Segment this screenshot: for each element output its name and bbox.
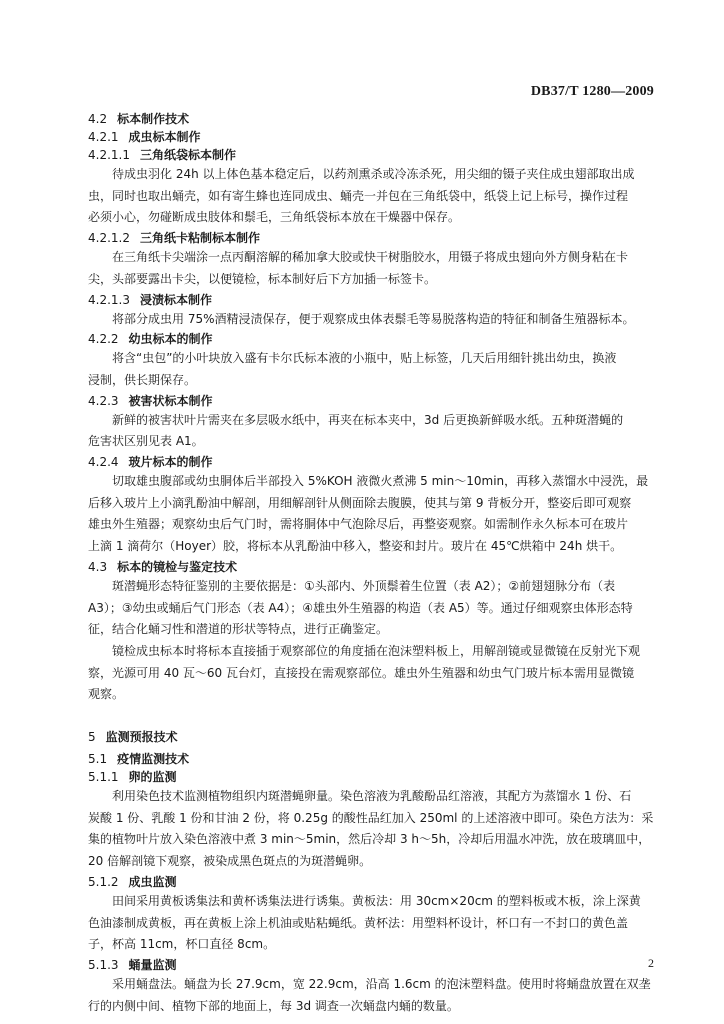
section-heading [88,146,658,164]
paragraph-line: 虫，同时也取出蛹壳，如有寄生蜂也连同成虫、蛹壳一并包在三角纸袋中，纸袋上记上标号，操作过程 [88,188,629,203]
section-number: 4.2.3 [88,393,119,408]
paragraph-line: 采用蛹盘法。蛹盘为长 27.9cm，宽 22.9cm，沿高 1.6cm 的泡沫塑料盘。使用时将蛹盘放置在双垄 [112,976,651,991]
section-number: 5.1.1 [88,770,119,785]
document-body [88,110,658,1017]
section-title: 幼虫标本的制作 [128,332,213,347]
section-title: 成虫监测 [128,874,177,889]
paragraph [88,309,658,331]
section-title: 三角纸卡粘制标本制作 [139,231,260,246]
section-title: 标本的镜检与鉴定技术 [117,559,238,574]
paragraph-line: 必须小心，勿碰断成虫肢体和鬃毛，三角纸袋标本放在干燥器中保存。 [88,210,461,225]
section-number: 5.1.3 [88,957,119,972]
section-title: 浸渍标本制作 [139,292,212,307]
section-title: 蛹量监测 [128,957,177,972]
paragraph-line: 雄虫外生殖器；观察幼虫后气门时，需将胴体中气泡除尽后，再整姿观察。如需制作永久标本可在玻片 [88,517,629,532]
paragraph-line: 后移入玻片上小滴乳酚油中解剖，用细解剖针从侧面除去腹膜，使其与第 9 背板分开，整姿后即可观察 [88,495,632,510]
paragraph-line: 行的内侧中间、植物下部的地面上，每 3d 调查一次蛹盘内蛹的数量。 [88,998,459,1013]
paragraph [88,471,658,558]
paragraph [88,348,658,391]
section-number: 4.2.4 [88,455,119,470]
section-heading [88,291,658,309]
section-number: 4.2.1.3 [88,292,130,307]
section-heading [88,768,658,786]
section-title: 三角纸袋标本制作 [139,148,236,162]
paragraph-line: 20 倍解剖镜下观察，被染成黑色斑点的为斑潜蝇卵。 [88,854,372,869]
paragraph-line: 浸制，供长期保存。 [88,372,197,387]
paragraph-line: 待成虫羽化 24h 以上体色基本稳定后，以药剂熏杀或冷冻杀死，用尖细的镊子夹住成虫翅部取出成 [112,167,635,181]
paragraph [88,164,658,229]
paragraph-line: 子，杯高 11cm，杯口直径 8cm。 [88,937,276,952]
paragraph-line: 将部分成虫用 75%酒精浸渍保存，便于观察成虫体表鬃毛等易脱落构造的特征和制备生殖器标本。 [112,311,635,326]
section-heading [88,750,658,768]
paragraph-line: 将含“虫包”的小叶块放入盛有卡尔氏标本液的小瓶中，贴上标签，几天后用细针挑出幼虫，换液 [112,351,617,366]
paragraph [88,974,658,1017]
section-number: 4.2.1.1 [88,148,130,162]
section-title: 疫情监测技术 [117,752,190,767]
section-number: 5 [88,730,96,745]
paragraph [88,641,658,706]
paragraph-line: 利用染色技术监测植物组织内斑潜蝇卵量。染色溶液为乳酸酚品红溶液，其配方为蒸馏水 1 份、石 [112,789,632,804]
paragraph-line: 观察。 [88,687,125,702]
paragraph-line: 在三角纸卡尖端涂一点丙酮溶解的稀加拿大胶或快干树脂胶水，用镊子将成虫翅向外方侧身粘在卡 [112,250,629,265]
paragraph [88,247,658,290]
section-heading [88,956,658,974]
paragraph-line: 新鲜的被害状叶片需夹在多层吸水纸中，再夹在标本夹中，3d 后更换新鲜吸水纸。五种斑潜蝇的 [112,412,624,427]
page-number: 2 [648,956,654,970]
paragraph-line: A3）；③幼虫或蛹后气门形态（表 A4）；④雄虫外生殖器的构造（表 A5）等。通过仔细观察虫体形态特 [88,600,633,615]
paragraph-line: 集的植物叶片放入染色溶液中煮 3 min～5min，然后冷却 3 h～5h，冷却后用温水冲洗，放在玻璃皿中， [88,832,651,847]
section-heading [88,110,658,128]
paragraph-line: 田间采用黄板诱集法和黄杯诱集法进行诱集。黄板法：用 30cm×20cm 的塑料板或木板，涂上深黄 [112,893,641,908]
paragraph-line: 察，光源可用 40 瓦～60 瓦台灯，直接投在需观察部位。雄虫外生殖器和幼虫气门玻片标本需用显微镜 [88,665,634,680]
paragraph [88,410,658,453]
section-number: 5.1 [88,752,108,767]
section-title: 成虫标本制作 [128,130,201,144]
section-heading [88,392,658,410]
paragraph-line: 斑潜蝇形态特征鉴别的主要依据是：①头部内、外顶鬃着生位置（表 A2）；②前翅翅脉分布（表 [112,578,616,593]
section-title: 卵的监测 [128,770,177,785]
section-number: 4.2.2 [88,332,119,347]
paragraph [88,786,658,873]
section-heading [88,453,658,471]
section-heading [88,873,658,891]
section-heading [88,558,658,576]
section-heading [88,330,658,348]
paragraph [88,576,658,641]
paragraph-line: 尖，头部要露出卡尖，以便镜检，标本制好后下方加插一标签卡。 [88,271,437,286]
paragraph-line: 色油漆制成黄板，再在黄板上涂上机油或贴粘蝇纸。黄杯法：用塑料杯设计，杯口有一不封口的黄色盖 [88,915,629,930]
paragraph-line: 上滴 1 滴荷尔（Hoyer）胶，将标本从乳酚油中移入，整姿和封片。玻片在 45℃烘箱中 24h 烘干。 [88,539,623,554]
section-number: 5.1.2 [88,874,119,889]
paragraph-line: 镜检成虫标本时将标本直接插于观察部位的角度插在泡沫塑料板上，用解剖镜或显微镜在反射光下观 [112,643,641,658]
section-heading [88,229,658,247]
section-number: 4.3 [88,559,108,574]
paragraph-line: 危害状区别见表 A1。 [88,434,204,449]
paragraph-line: 征，结合化蛹习性和潜道的形状等特点，进行正确鉴定。 [88,622,389,637]
section-heading [88,728,658,746]
section-title: 被害状标本制作 [128,393,213,408]
section-number: 4.2.1.2 [88,231,130,246]
section-number: 4.2 [88,112,108,126]
paragraph [88,891,658,956]
section-title: 标本制作技术 [117,112,190,126]
section-title: 监测预报技术 [105,730,178,745]
paragraph-line: 切取雄虫腹部或幼虫胴体后半部投入 5%KOH 液微火煮沸 5 min～10min，再移入蒸馏水中浸洗，最 [112,474,649,489]
section-number: 4.2.1 [88,130,119,144]
standard-code: DB37/T 1280—2009 [530,84,654,99]
section-title: 玻片标本的制作 [128,455,213,470]
section-heading [88,128,658,146]
paragraph-line: 炭酸 1 份、乳酸 1 份和甘油 2 份，将 0.25g 的酸性品红加入 250ml 的上述溶液中即可。染色方法为：采 [88,810,654,825]
